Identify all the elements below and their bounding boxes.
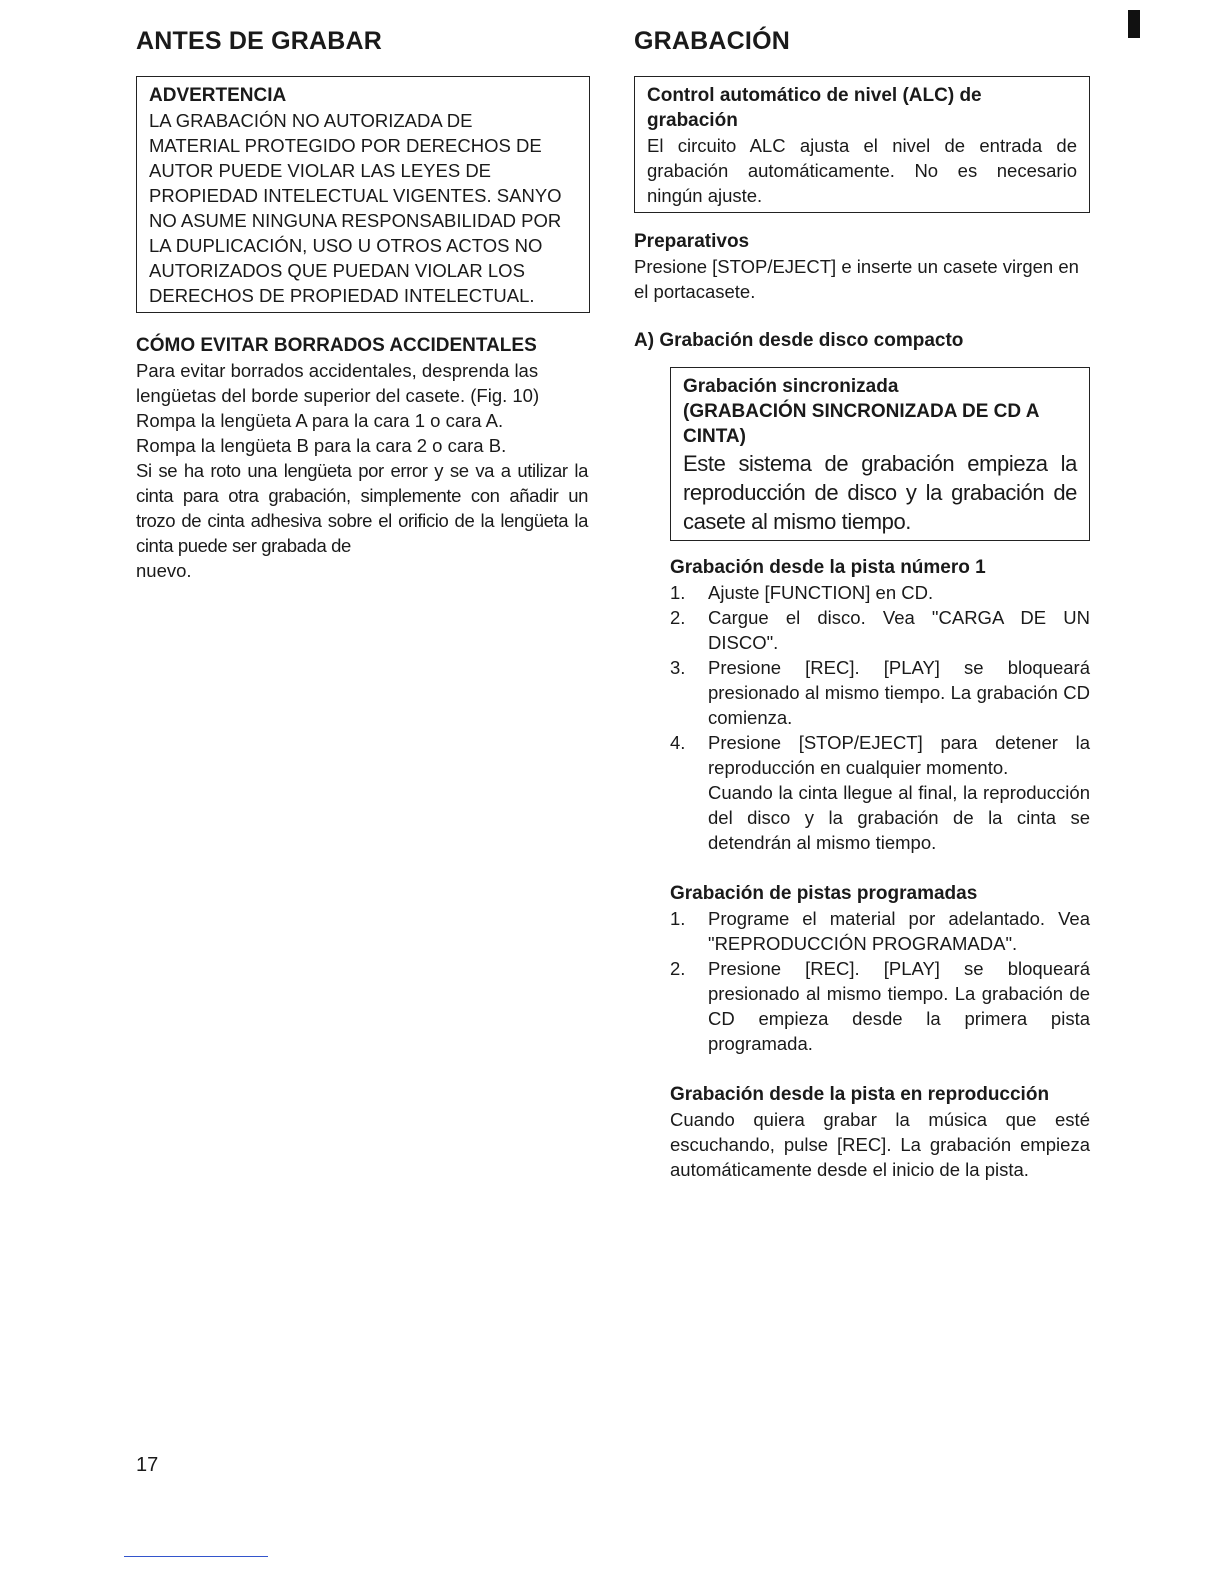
playing-title: Grabación desde la pista en reproducción — [670, 1084, 1050, 1105]
heading-antes-de-grabar: ANTES DE GRABAR — [136, 27, 383, 55]
erase-paragraph-4-end: nuevo. — [136, 560, 192, 581]
prep-body: Presione [STOP/EJECT] e inserte un casete virgen en el portacasete. — [634, 256, 1079, 302]
warning-box — [136, 76, 590, 313]
warning-body — [149, 108, 577, 308]
alc-box — [634, 76, 1090, 213]
warning-line: DERECHOS DE PROPIEDAD INTELECTUAL. — [149, 285, 535, 306]
sync-body: Este sistema de grabación empieza la reproducción de disco y la grabación de casete al mismo tiempo. — [683, 451, 1077, 534]
warning-line: AUTOR PUEDE VIOLAR LAS LEYES DE — [149, 160, 492, 181]
track1-note: Cuando la cinta llegue al final, la reproducción del disco y la grabación de la cinta se detendrán al mismo tiempo. — [708, 782, 1090, 853]
track1-steps — [670, 580, 1090, 780]
programmed-title: Grabación de pistas programadas — [670, 883, 978, 904]
warning-line: LA DUPLICACIÓN, USO U OTROS ACTOS NO — [149, 235, 543, 256]
list-item: 3. Presione [REC]. [PLAY] se bloqueará presionado al mismo tiempo. La grabación CD comienza. — [670, 657, 1090, 728]
warning-line: NO ASUME NINGUNA RESPONSABILIDAD POR — [149, 210, 562, 231]
warning-line: LA GRABACIÓN NO AUTORIZADA DE — [149, 110, 473, 131]
erase-paragraph-4: Si se ha roto una lengüeta por error y se va a utilizar la cinta para otra grabación, simplemente con añadir un trozo de cinta adhesiva sobre el orificio de la lengüeta la cinta puede ser grabada de — [136, 460, 588, 556]
left-column — [136, 24, 588, 583]
erase-paragraph-3: Rompa la lengüeta B para la cara 2 o cara B. — [136, 435, 507, 456]
sync-box — [670, 367, 1090, 541]
track1-title: Grabación desde la pista número 1 — [670, 557, 986, 578]
programmed-steps — [670, 906, 1090, 1056]
right-column — [634, 24, 1090, 1182]
sync-title: Grabación sincronizada — [683, 376, 899, 397]
page-edge-tab — [1128, 10, 1140, 38]
list-item: 2. Presione [REC]. [PLAY] se bloqueará presionado al mismo tiempo. La grabación de CD empieza desde la primera pista programada. — [670, 958, 1090, 1054]
footer-rule — [124, 1556, 268, 1557]
page-number: 17 — [136, 1454, 159, 1476]
warning-line: MATERIAL PROTEGIDO POR DERECHOS DE — [149, 135, 542, 156]
alc-body: El circuito ALC ajusta el nivel de entrada de grabación automáticamente. No es necesario ningún ajuste. — [647, 135, 1077, 206]
erase-paragraph-1: Para evitar borrados accidentales, desprenda las lengüetas del borde superior del casete. (Fig. 10) — [136, 360, 540, 406]
erase-paragraph-2: Rompa la lengüeta A para la cara 1 o cara A. — [136, 410, 504, 431]
list-item: 1. Programe el material por adelantado. Vea "REPRODUCCIÓN PROGRAMADA". — [670, 908, 1090, 954]
list-item: 2. Cargue el disco. Vea "CARGA DE UN DISCO". — [670, 607, 1090, 653]
warning-title: ADVERTENCIA — [149, 85, 287, 106]
section-a-title: A) Grabación desde disco compacto — [634, 330, 964, 351]
list-item: 4. Presione [STOP/EJECT] para detener la reproducción en cualquier momento. — [670, 732, 1090, 778]
playing-body: Cuando quiera grabar la música que esté escuchando, pulse [REC]. La grabación empieza automáticamente desde el inicio de la pista. — [670, 1109, 1090, 1180]
erase-title: CÓMO EVITAR BORRADOS ACCIDENTALES — [136, 335, 537, 356]
heading-grabacion: GRABACIÓN — [634, 27, 790, 55]
prep-title: Preparativos — [634, 231, 750, 252]
list-item: 1. Ajuste [FUNCTION] en CD. — [670, 582, 934, 603]
warning-line: PROPIEDAD INTELECTUAL VIGENTES. SANYO — [149, 185, 562, 206]
warning-line: AUTORIZADOS QUE PUEDAN VIOLAR LOS — [149, 260, 525, 281]
sync-subtitle: (GRABACIÓN SINCRONIZADA DE CD A CINTA) — [683, 401, 1039, 447]
alc-title: Control automático de nivel (ALC) de grabación — [647, 85, 982, 131]
